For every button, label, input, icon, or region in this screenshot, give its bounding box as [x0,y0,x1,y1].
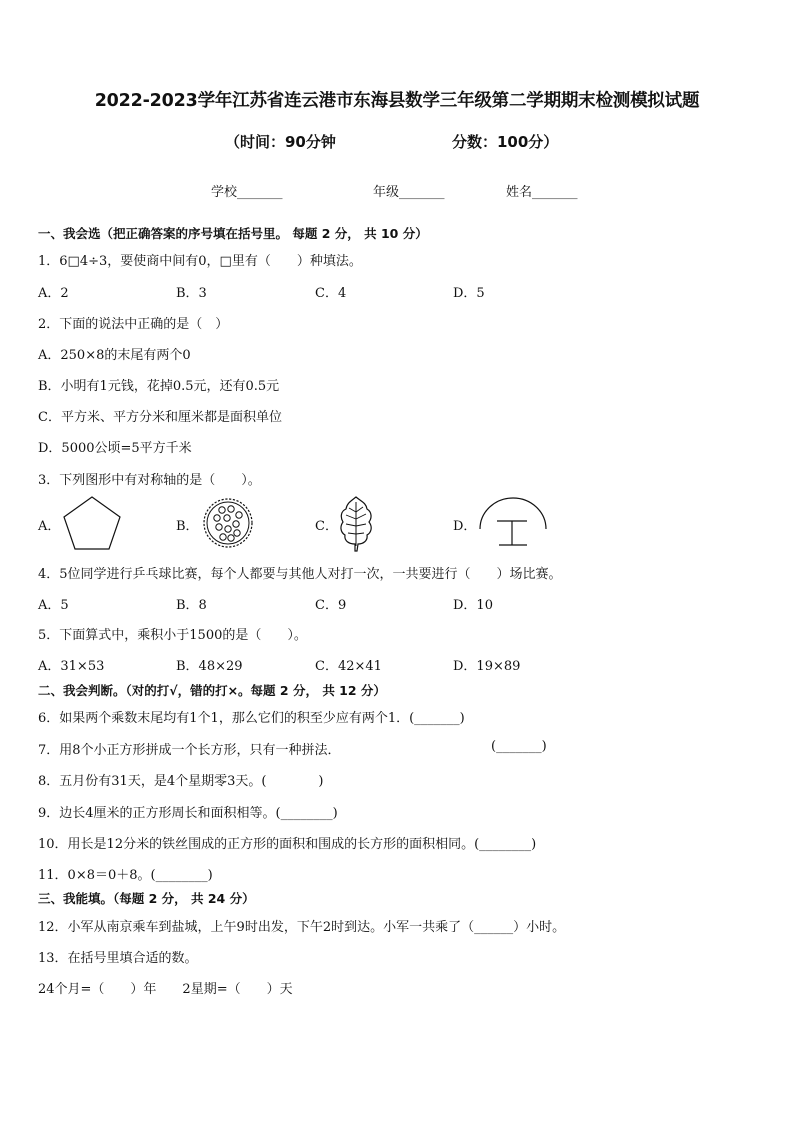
name-field: 姓名_______ [506,185,578,200]
question-10: 10．用长是12分米的铁丝围成的正方形的面积和围成的长方形的面积相同。(________) [38,837,537,852]
question-5: 5．下面算式中，乘积小于1500的是（ ）。 [38,628,307,643]
q3-option-b: B． [176,519,199,534]
question-6: 6．如果两个乘数末尾均有1个1，那么它们的积至少应有两个1．(_______) [38,711,465,726]
section-2-heading: 二、我会判断。（对的打√，错的打×。每题 2 分， 共 12 分） [38,683,386,698]
school-field: 学校_______ [211,185,283,200]
question-13-line: 24个月=（ ）年 2星期=（ ）天 [38,982,293,997]
question-7: 7．用8个小正方形拼成一个长方形，只有一种拼法． [38,743,341,758]
q2-option-a: A．250×8的末尾有两个0 [38,348,191,363]
question-4: 4．5位同学进行乒乓球比赛，每个人都要与其他人对打一次，一共要进行（ ）场比赛。 [38,567,562,582]
q1-option-c: C．4 [315,286,347,301]
question-2: 2．下面的说法中正确的是（ ） [38,317,229,332]
section-3-heading: 三、我能填。（每题 2 分， 共 24 分） [38,891,255,906]
question-11: 11．0×8＝0＋8。(________) [38,868,213,883]
q4-option-b: B．8 [176,598,207,613]
question-3: 3．下列图形中有对称轴的是（ ）。 [38,473,261,488]
arch-figure [477,495,549,551]
grade-field: 年级_______ [373,185,445,200]
q2-option-c: C．平方米、平方分米和厘米都是面积单位 [38,410,282,425]
question-1: 1．6□4÷3，要使商中间有0，□里有（ ）种填法。 [38,254,362,269]
leaf-figure [336,494,376,554]
q3-option-c: C． [315,519,338,534]
question-8: 8．五月份有31天，是4个星期零3天。( ) [38,774,324,789]
q4-option-c: C．9 [315,598,347,613]
q5-option-a: A．31×53 [38,659,105,674]
exam-score: 分数：100分） [452,133,559,151]
q1-option-d: D．5 [453,286,485,301]
q5-option-d: D．19×89 [453,659,521,674]
q5-option-c: C．42×41 [315,659,382,674]
pentagon-figure [60,494,124,552]
q3-option-a: A． [38,519,61,534]
q1-option-a: A．2 [38,286,69,301]
section-1-heading: 一、我会选（把正确答案的序号填在括号里。 每题 2 分， 共 10 分） [38,226,428,241]
question-7-blank: (_______) [491,739,547,754]
q2-option-b: B．小明有1元钱，花掉0.5元，还有0.5元 [38,379,280,394]
q5-option-b: B．48×29 [176,659,243,674]
q4-option-d: D．10 [453,598,493,613]
q1-option-b: B．3 [176,286,207,301]
q3-option-d: D． [453,519,477,534]
q2-option-d: D．5000公顷=5平方千米 [38,441,192,456]
exam-time: （时间：90分钟 [225,133,336,151]
q4-option-a: A．5 [38,598,69,613]
gear-circle-figure [201,496,255,550]
exam-title: 2022-2023学年江苏省连云港市东海县数学三年级第二学期期末检测模拟试题 [94,91,700,111]
question-13: 13．在括号里填合适的数。 [38,951,198,966]
question-9: 9．边长4厘米的正方形周长和面积相等。(________) [38,806,338,821]
question-12: 12．小军从南京乘车到盐城，上午9时出发，下午2时到达。小军一共乘了（______）小时。 [38,920,566,935]
